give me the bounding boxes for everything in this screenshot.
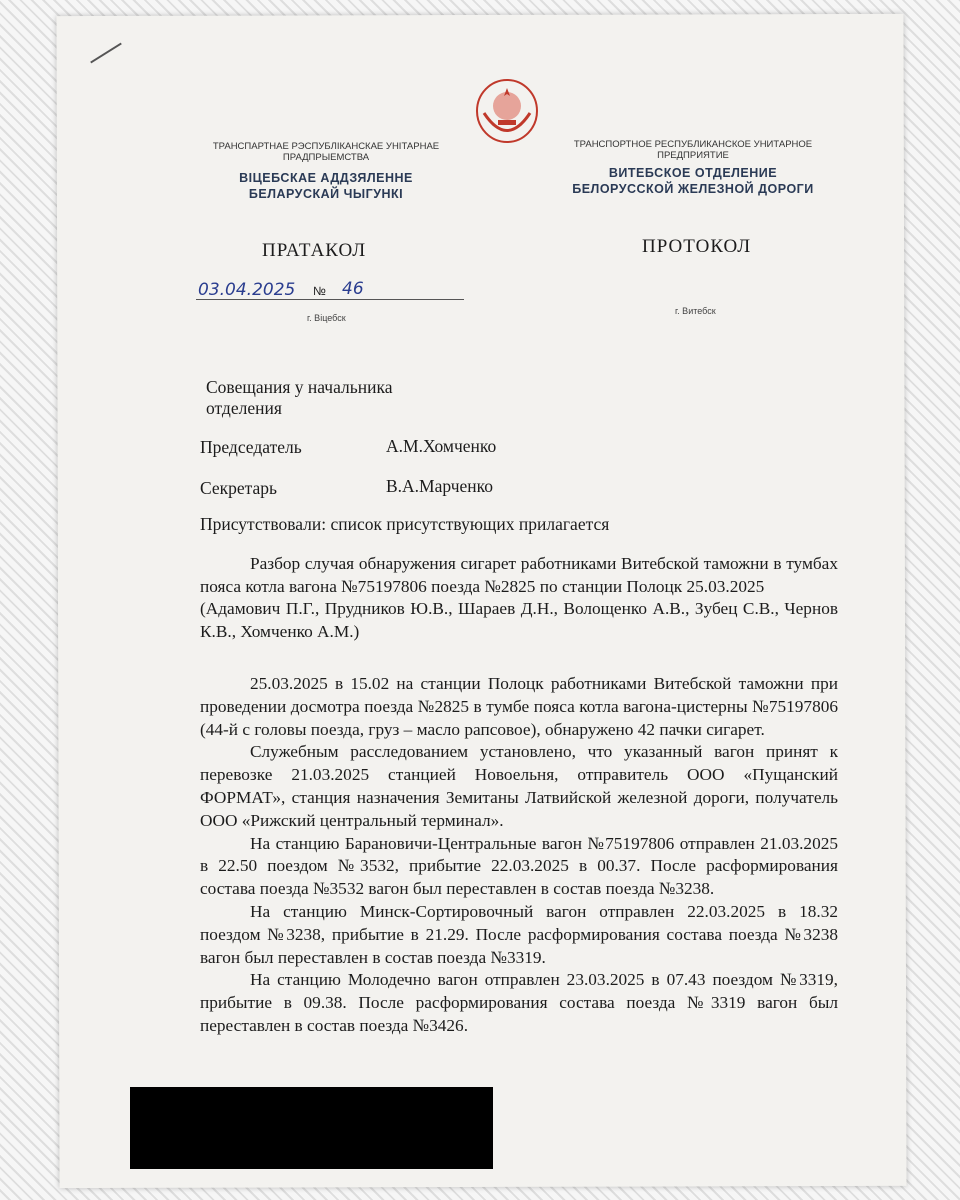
paragraph-5: На станцию Молодечно вагон отправлен 23.03.2025 в 07.43 поездом №3319, прибытие в 09.38. После расформирования состава поезда №3319 вагон был переставлен в состав поезда №3426. bbox=[200, 970, 838, 1035]
left-org-line2: ПРАДПРЫЕМСТВА bbox=[282, 152, 370, 163]
paragraph-4: На станцию Минск-Сортировочный вагон отправлен 22.03.2025 в 18.32 поездом №3238, прибытие в 21.29. После расформирования состава поезда №3238 вагон был переставлен в состав поезда №3319. bbox=[200, 901, 838, 967]
secretary-name: В.А.Марченко bbox=[386, 476, 493, 496]
protocol-date: 03.04.2025 bbox=[198, 280, 296, 300]
meeting-subject-line1: Совещания у начальника bbox=[206, 377, 393, 397]
paragraph-1: 25.03.2025 в 15.02 на станции Полоцк работниками Витебской таможни при проведении досмотра поезда №2825 в тумбе пояса котла вагона-цистерны №75197806 (44-й с головы поезда, груз – масло рапсовое), обнаружено 42 пачки сигарет. bbox=[200, 674, 838, 739]
left-dept-line1: ВІЦЕБСКАЕ АДДЗЯЛЕННЕ bbox=[239, 171, 413, 185]
number-label: № bbox=[313, 284, 326, 298]
attendees-note: Присутствовали: список присутствующих прилагается bbox=[200, 514, 610, 534]
paragraph-2: Служебным расследованием установлено, что указанный вагон принят к перевозке 21.03.2025 станцией Новоельня, отправитель ООО «Пущанский ФОРМАТ», станция назначения Земитаны Латвийской железной дороги, получатель ООО «Рижский центральный терминал». bbox=[200, 742, 838, 830]
belarus-emblem-icon bbox=[474, 78, 540, 144]
meeting-subject-line2: отделения bbox=[206, 398, 282, 418]
protocol-number: 46 bbox=[342, 279, 364, 299]
secretary-label: Секретарь bbox=[200, 478, 278, 498]
title-belarusian: ПРАТАКОЛ bbox=[262, 240, 367, 261]
redaction-box bbox=[130, 1087, 493, 1169]
chair-label: Председатель bbox=[200, 437, 302, 457]
right-org-line2: ПРЕДПРИЯТИЕ bbox=[657, 150, 729, 161]
agenda-responsible: (Адамович П.Г., Прудников Ю.В., Шараев Д.Н., Волощенко А.В., Зубец С.В., Чернов К.В., Хомченко А.М.) bbox=[200, 599, 838, 641]
right-dept-line2: БЕЛОРУССКОЙ ЖЕЛЕЗНОЙ ДОРОГИ bbox=[572, 182, 814, 196]
chair-name: А.М.Хомченко bbox=[386, 436, 497, 456]
right-dept-line1: ВИТЕБСКОЕ ОТДЕЛЕНИЕ bbox=[608, 166, 778, 180]
city-russian: г. Витебск bbox=[675, 306, 716, 316]
left-dept-line2: БЕЛАРУСКАЙ ЧЫГУНКІ bbox=[248, 187, 404, 201]
right-org-line1: ТРАНСПОРТНОЕ РЕСПУБЛИКАНСКОЕ УНИТАРНОЕ bbox=[573, 139, 813, 150]
city-belarusian: г. Віцебск bbox=[307, 313, 346, 323]
agenda-item: Разбор случая обнаружения сигарет работниками Витебской таможни в тумбах пояса котла вагона №75197806 поезда №2825 по станции Полоцк 25.03.2025 bbox=[200, 554, 838, 596]
left-org-line1: ТРАНСПАРТНАЕ РЭСПУБЛІКАНСКАЕ УНІТАРНАЕ bbox=[212, 141, 440, 152]
paragraph-3: На станцию Барановичи-Центральные вагон №75197806 отправлен 21.03.2025 в 22.50 поездом №3532, прибытие 22.03.2025 в 00.37. После расформирования состава поезда №3532 вагон был переставлен в состав поезда №3238. bbox=[200, 833, 838, 899]
title-russian: ПРОТОКОЛ bbox=[642, 236, 752, 257]
